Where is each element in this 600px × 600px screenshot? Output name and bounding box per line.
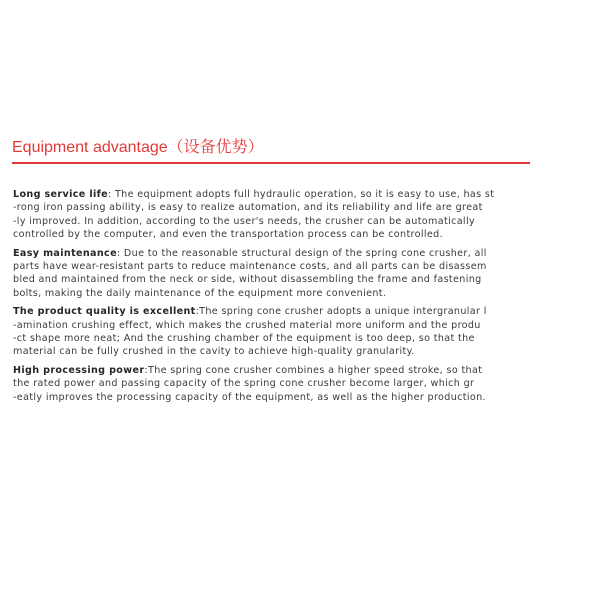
line-text: :The spring cone crusher adopts a unique intergranular l	[195, 306, 487, 318]
paragraph-line: controlled by the computer, and even the transportation process can be controlled.	[13, 229, 443, 241]
advantage-lead: The product quality is excellent	[13, 306, 196, 318]
paragraph-line: bled and maintained from the neck or side, without disassembling the frame and fastening	[13, 274, 482, 286]
advantage-paragraph-easy-maintenance	[13, 247, 533, 301]
section-title: Equipment advantage（设备优势）	[12, 139, 264, 156]
paragraph-line: -ly improved. In addition, according to the user's needs, the crusher can be automatically	[13, 215, 475, 227]
paragraph-line: bolts, making the daily maintenance of the equipment more convenient.	[13, 287, 387, 299]
advantage-lead: Long service life	[13, 189, 108, 200]
paragraph-line: parts have wear-resistant parts to reduce maintenance costs, and all parts can be disassem	[13, 261, 487, 273]
paragraph-line: -amination crushing effect, which makes the crushed material more uniform and the produ	[13, 319, 481, 331]
paragraph-line: -rong iron passing ability, is easy to realize automation, and its reliability and life are great	[13, 202, 483, 214]
line-text: : The equipment adopts full hydraulic operation, so it is easy to use, has st	[107, 189, 495, 200]
paragraph-line	[13, 247, 533, 260]
advantage-paragraph-long-service-life	[13, 188, 533, 242]
paragraph-line	[13, 364, 533, 377]
paragraph-line: -ct shape more neat; And the crushing chamber of the equipment is too deep, so that the	[13, 333, 475, 345]
paragraph-line	[13, 188, 533, 201]
line-text: : Due to the reasonable structural design of the spring cone crusher, all	[116, 247, 487, 259]
advantage-paragraph-product-quality	[13, 305, 533, 359]
paragraph-line: the rated power and passing capacity of the spring cone crusher become larger, which gr	[13, 378, 475, 390]
advantage-lead: High processing power	[13, 364, 145, 376]
paragraph-line	[13, 305, 533, 318]
paragraph-line: -eatly improves the processing capacity of the equipment, as well as the higher production.	[13, 391, 486, 403]
line-text: :The spring cone crusher combines a higher speed stroke, so that	[144, 364, 483, 376]
advantages-body	[13, 188, 533, 409]
paragraph-line: material can be fully crushed in the cavity to achieve high-quality granularity.	[13, 346, 415, 358]
advantage-lead: Easy maintenance	[13, 247, 117, 259]
title-divider	[12, 162, 530, 164]
advantage-paragraph-processing-power	[13, 364, 533, 404]
